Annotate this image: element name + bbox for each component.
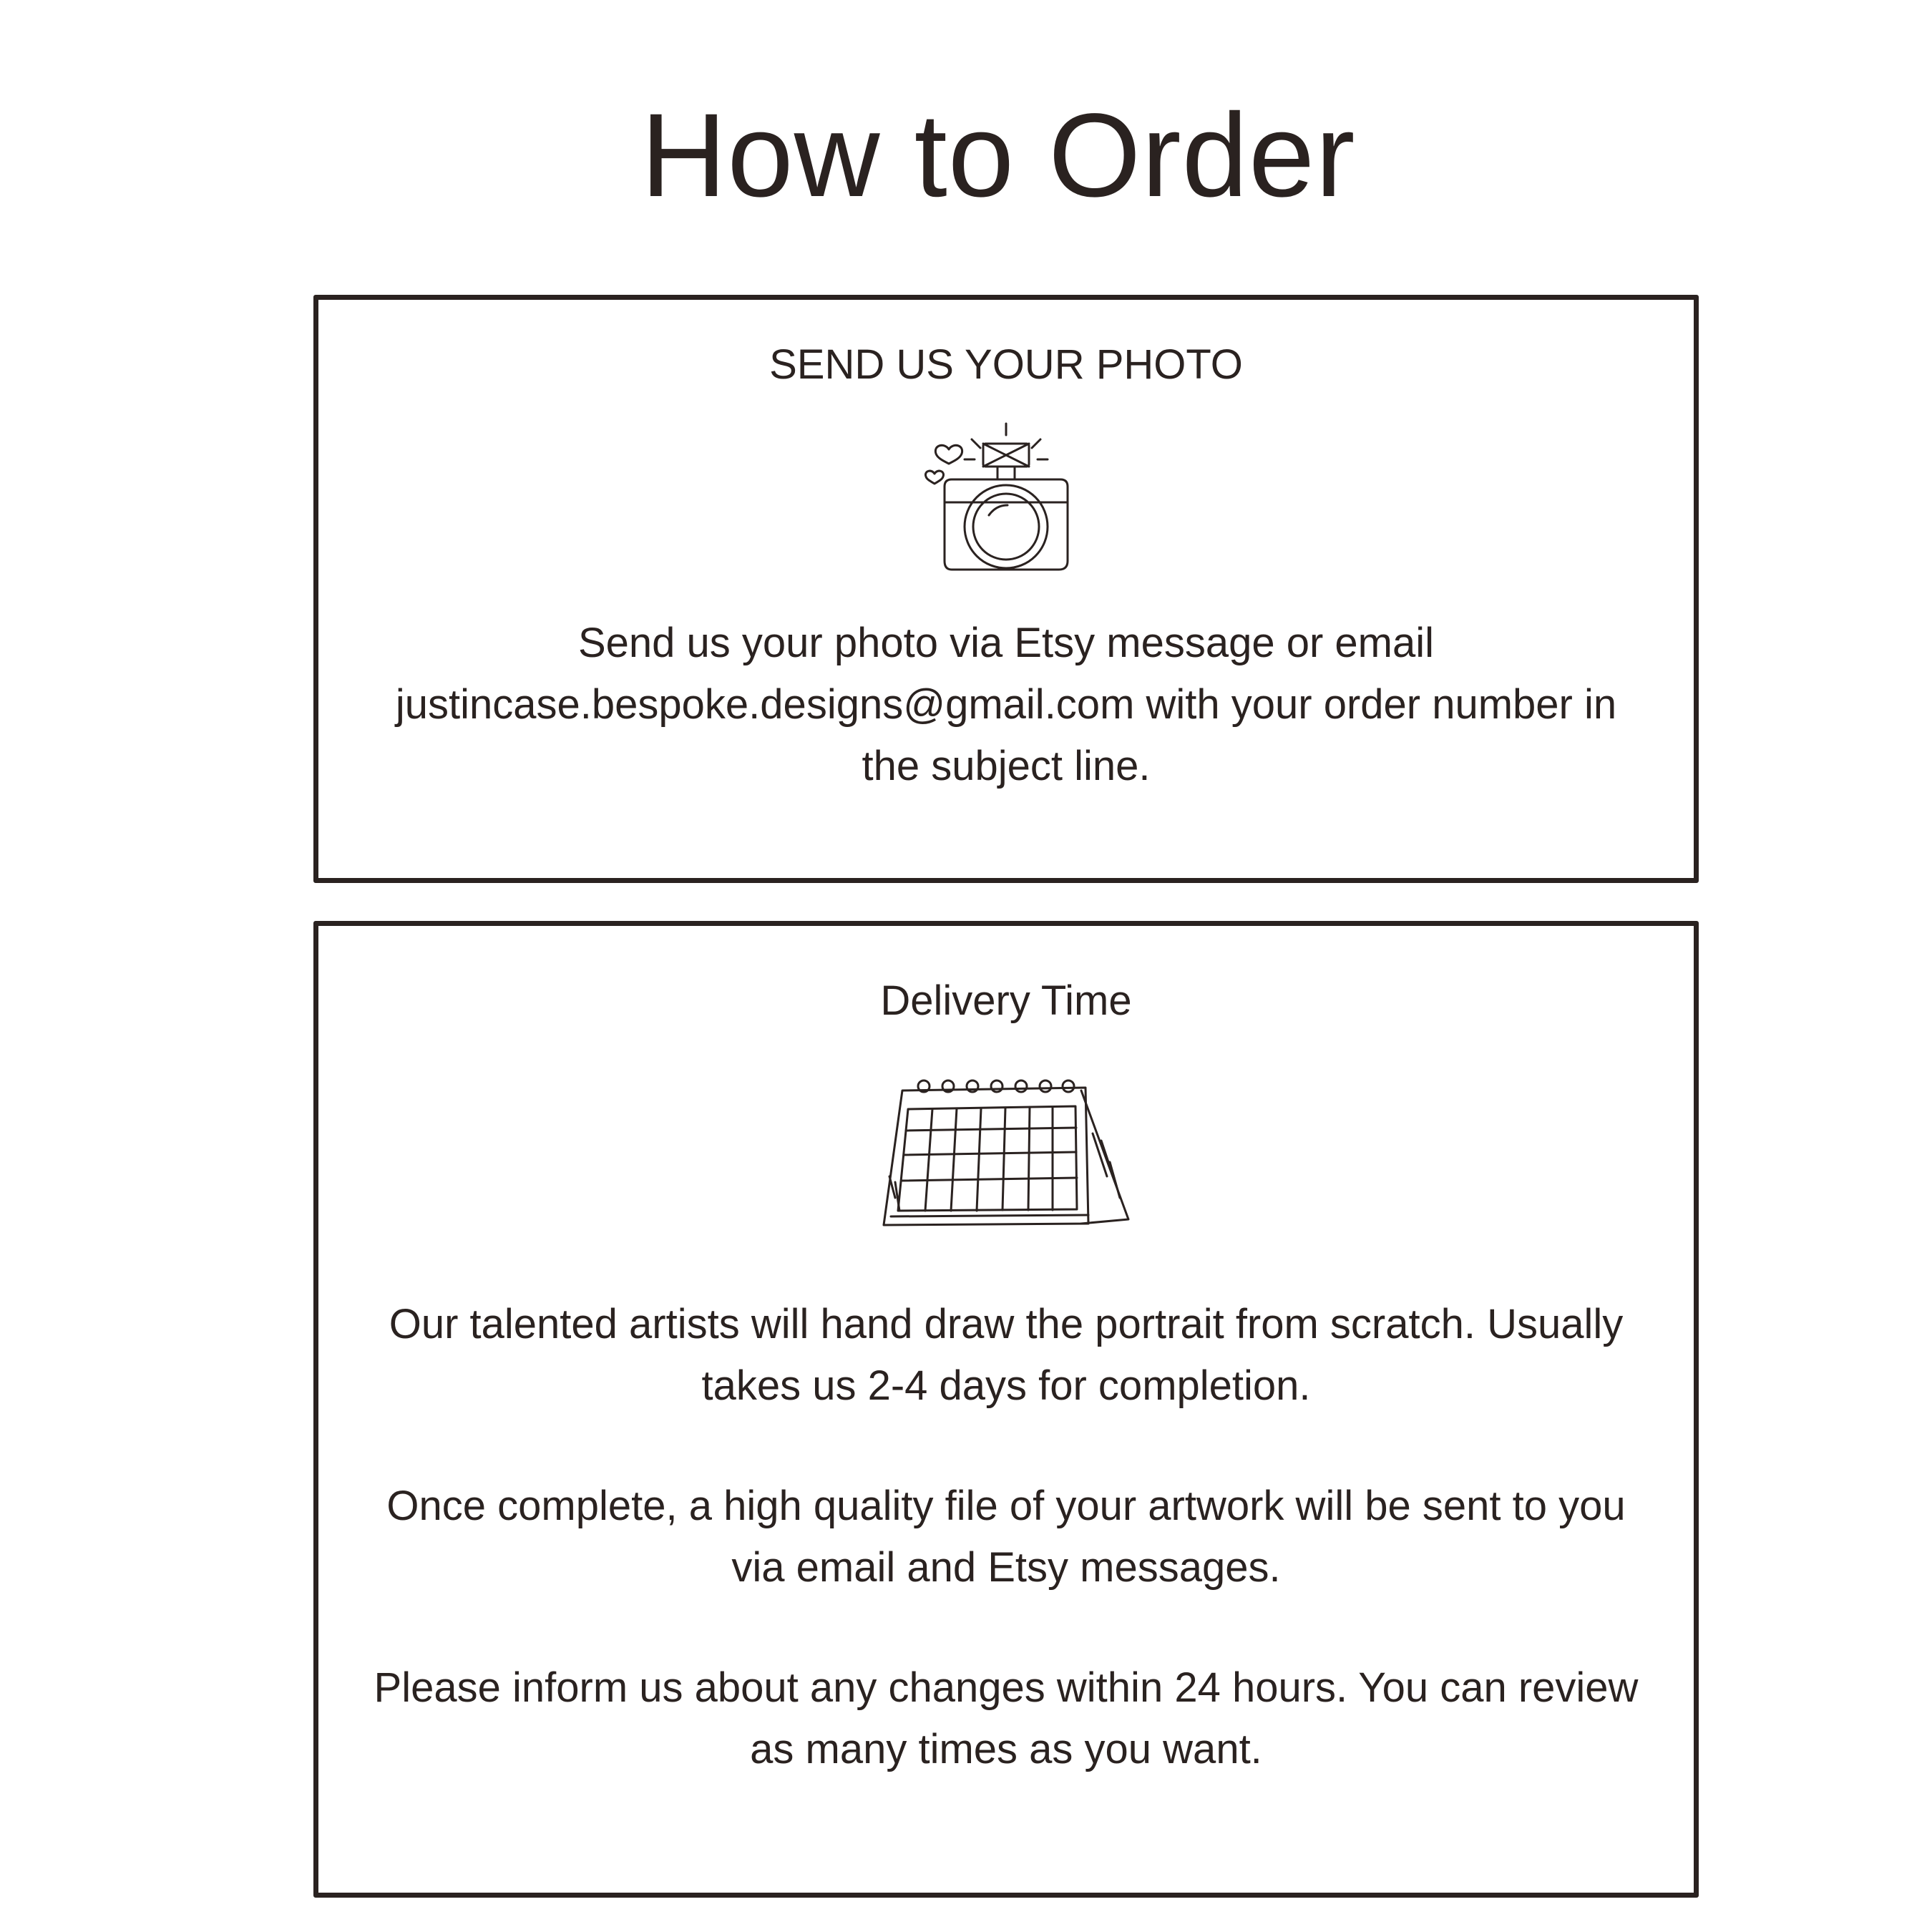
delivery-time-text [361, 1294, 1651, 1780]
delivery-time-box [313, 921, 1699, 1898]
delivery-paragraph-1: Our talented artists will hand draw the portrait from scratch. Usually takes us 2-4 days for completion. [389, 1301, 1624, 1409]
send-photo-box [313, 295, 1699, 883]
calendar-icon [874, 1231, 1138, 1244]
delivery-paragraph-2: Once complete, a high quality file of your artwork will be sent to you via email and Etsy messages. [386, 1483, 1626, 1591]
send-photo-heading: SEND US YOUR PHOTO [769, 341, 1243, 388]
send-photo-text [361, 613, 1651, 797]
send-photo-paragraph: Send us your photo via Etsy message or email justincase.bespoke.designs@gmail.com with your order number in the subject line. [395, 620, 1617, 789]
delivery-paragraph-3: Please inform us about any changes within 24 hours. You can review as many times as you want. [374, 1664, 1639, 1772]
camera-icon [920, 580, 1092, 592]
page-title: How to Order [640, 89, 1356, 222]
delivery-time-heading: Delivery Time [880, 977, 1132, 1024]
